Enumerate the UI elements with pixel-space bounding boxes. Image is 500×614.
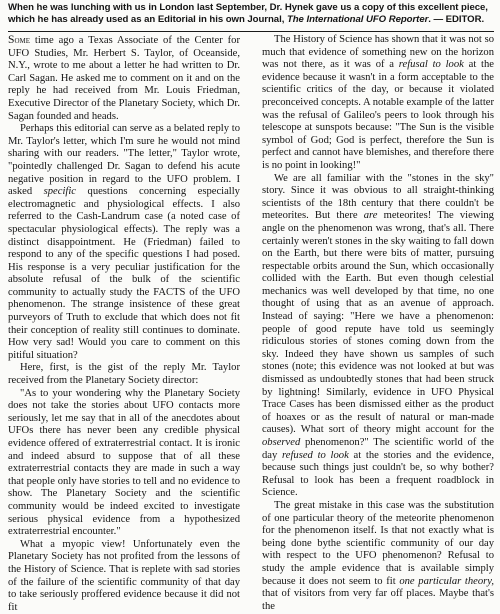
paragraph-taylor-letter	[8, 123, 240, 362]
publication-name: The International UFO Reporter	[286, 14, 429, 25]
text-run: that of visitors from very far off places. Maybe that's the	[262, 588, 494, 612]
paragraph-myopic-view: What a myopic view! Unfortunately even the Planetary Society has not profited from the lessons of the History of Science. That is replete with sad stories of the failure of the scientific community of that day to take seriously proffered evidence because it did not fit	[8, 538, 240, 613]
paragraph-history-of-science	[262, 34, 494, 173]
header-divider	[8, 31, 494, 32]
paragraph-friedman-quote: "As to your wondering why the Planetary Society does not take the stories about UFO contacts more seriously, let me say that in all of the anecdotes about UFOs there has never been any credible physical evidence offered of extraterrestrial contact. It is ironic and indeed absurd to suppose that of all these extraterrestrial contacts they are made in such a way that people only have stories to tell and no evidence to show. The Planetary Society and the scientific community would be indeed excited to investigate serious physical evidence from a hypothesized extraterrestrial encounter."	[8, 387, 240, 538]
emphasis-text: refusal to look	[398, 59, 464, 71]
text-run: The History of Science has shown that it was not so much that evidence of something new on the horizon was not there, as it was of a	[262, 34, 494, 71]
paragraph-great-mistake	[262, 500, 494, 613]
text-run: We are all familiar with the "stones in the sky" story. Since it was obvious to all straight-thinking scientists of the 18th century that there couldn't be meteorites. But there	[262, 172, 494, 222]
emphasis-text: observed	[262, 437, 301, 448]
text-run: meteorites! The viewing angle on the phenomenon was wrong, that's all. There certainly weren't stones in the sky waiting to fall down on the Earth, but there were bits of matter, pursuing respectable orbits around the Sun, which occasionally collided with the Earth. But even though celestial mechanics was well developed by that time, no one thought of using that as an avenue of approach. Instead of saying: "Here we have a phenomenon: people of good repute have told us seemingly ridiculous stories of stones coming down from the sky. Indeed they have shown us samples of such stones (note; this evidence was not looked at but was dismissed as undoubtedly stones that had been struck by lightning! Similarly, evidence in UFO Physical Trace Cases has been dismissed either as the product of hoaxes or as the result of natural or man-made causes). What sort of theory might account for the	[262, 210, 494, 436]
initial-letter: S	[8, 33, 15, 46]
paragraph-opening	[8, 34, 240, 123]
intro-text-b: . — EDITOR.	[428, 14, 485, 25]
opening-small-caps: ome	[14, 35, 31, 46]
intro-text-a: When he was lunching with us in London last September, Dr. Hynek gave us a copy of this excellent piece, which he has already used as an Editorial in his own Journal,	[8, 2, 488, 25]
text-run: The great mistake in this case was the substitution of one particular theory of the meteorite phenomenon for the phenomenon itself. Is that not exactly what is being done bythe scientific community of our day with respect to the UFO phenomenon? Refusal to study the ample evidence that is available simply because it does not seem to fit	[262, 499, 494, 587]
emphasis-text: one particular theory,	[399, 575, 495, 587]
editor-intro-note	[8, 2, 494, 26]
emphasis-text: are	[363, 210, 378, 222]
emphasis-text: specific	[43, 186, 76, 198]
text-run: Perhaps this editorial can serve as a belated reply to Mr. Taylor's letter, which I'm sure he would not mind sharing with our readers. "The letter," Taylor wrote, "pointedly challenged Dr. Sagan to defend his acute negative position in regard to the UFO problem. I asked	[8, 123, 240, 198]
paragraph-reply-gist: Here, first, is the gist of the reply Mr. Taylor received from the Planetary Society director:	[8, 362, 240, 387]
text-run: at the stories and the evidence, because such things just couldn't be, so why bother? Refusal to look has been a frequent roadblock in Science.	[262, 449, 494, 499]
text-run: at the evidence because it wasn't in a form acceptable to the scientific critics of the day, or because it violated preconceived concepts. A notable example of the latter was the refusal of Galileo's peers to look through his telescope at sunspots because: "The Sun is the visible symbol of God; God is perfect, therefore the Sun is perfect and cannot have blemishes, and therefore there is no point in looking!"	[262, 59, 495, 171]
text-run: questions concerning especially electromagnetic and physiological effects. I also referred to the Cash-Landrum case (a noted case of spectacular physiological effects). The reply was a distinct disappointment. He (Friedman) failed to respond to any of the specific questions I had posed. His response is a very peculiar justification for the absolute refusal of the bulk of the scientific community to actually study the FACTS of the UFO phenomenon. The strange insistence of these great purveyors of Truth to exclude that which does not fit their conception of reality still continues to dominate. How very sad! Would you care to comment on this pitiful situation?	[8, 186, 240, 361]
emphasis-text: refused to look	[282, 449, 349, 461]
text-run: phenomenon?" The scientific world of the day	[262, 437, 494, 461]
left-column	[8, 33, 240, 613]
opening-text: time ago a Texas Associate of the Center for UFO Studies, Mr. Herbert S. Taylor, of Oceanside, N.Y., wrote to me about a letter he had written to Dr. Carl Sagan. He asked me to comment on it and on the reply he had received from Mr. Louis Friedman, Executive Director of the Planetary Society, which Dr. Sagan founded and heads.	[8, 35, 240, 122]
paragraph-stones-in-sky	[262, 173, 494, 500]
right-column	[262, 34, 495, 612]
